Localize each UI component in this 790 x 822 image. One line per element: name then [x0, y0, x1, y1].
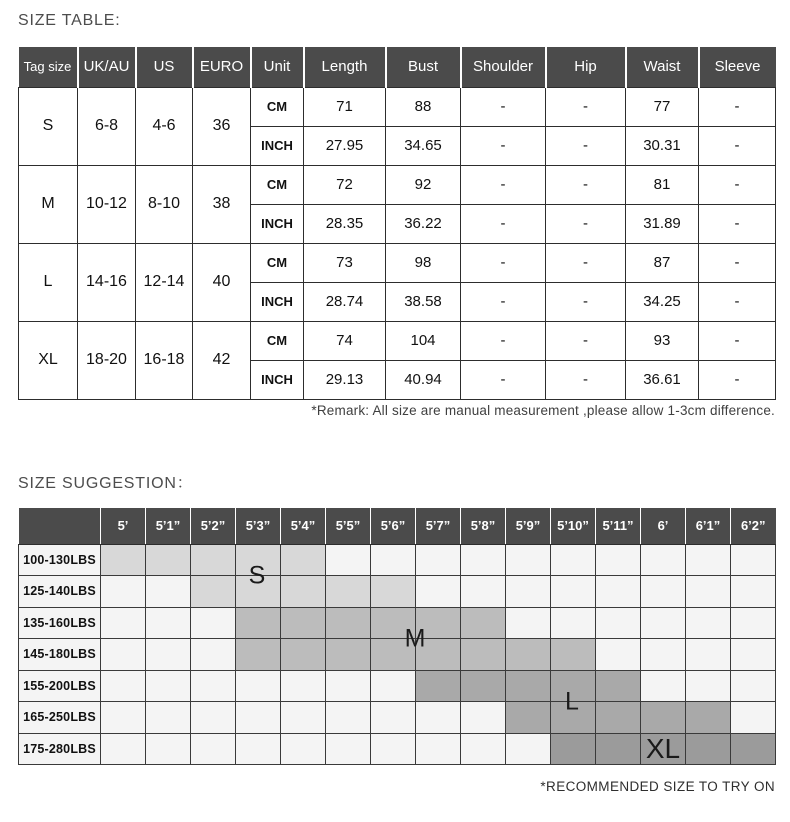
- unit-cm-cell: CM: [251, 87, 304, 126]
- suggestion-corner-cell: [19, 508, 101, 544]
- suggestion-cell: [371, 733, 416, 765]
- measurement-cell-inch: -: [699, 204, 776, 243]
- euro-cell: 38: [193, 165, 251, 243]
- unit-inch-cell: INCH: [251, 204, 304, 243]
- suggestion-cell: [101, 607, 146, 639]
- suggestion-cell: [551, 576, 596, 608]
- suggestion-cell: [641, 702, 686, 734]
- suggestion-cell: [506, 607, 551, 639]
- suggestion-cell: [551, 702, 596, 734]
- tag-size-cell: S: [19, 87, 78, 165]
- suggestion-cell: [326, 544, 371, 576]
- suggestion-cell: [461, 544, 506, 576]
- measurement-cell-inch: -: [546, 204, 626, 243]
- suggestion-row: [19, 702, 776, 734]
- measurement-cell-inch: 28.74: [304, 282, 386, 321]
- unit-cm-cell: CM: [251, 243, 304, 282]
- measurement-cell-inch: 28.35: [304, 204, 386, 243]
- suggestion-cell: [506, 670, 551, 702]
- suggestion-cell: [101, 576, 146, 608]
- size-table-body: [19, 87, 776, 399]
- suggestion-row: [19, 670, 776, 702]
- suggestion-cell: [416, 544, 461, 576]
- suggestion-cell: [236, 670, 281, 702]
- size-table-header-cell: Waist: [626, 47, 699, 87]
- height-header-cell: 6’2”: [731, 508, 776, 544]
- suggestion-cell: [326, 639, 371, 671]
- measurement-cell-cm: 74: [304, 321, 386, 360]
- suggestion-cell: [101, 733, 146, 765]
- suggestion-cell: [326, 607, 371, 639]
- suggestion-cell: [551, 544, 596, 576]
- suggestion-cell: [641, 607, 686, 639]
- measurement-cell-cm: 93: [626, 321, 699, 360]
- measurement-cell-cm: -: [546, 321, 626, 360]
- height-header-cell: 5’1”: [146, 508, 191, 544]
- size-suggestion-title: SIZE SUGGESTION：: [18, 475, 194, 492]
- unit-inch-cell: INCH: [251, 282, 304, 321]
- weight-label-cell: 125-140LBS: [19, 576, 101, 608]
- suggestion-cell: [101, 670, 146, 702]
- suggestion-cell: [281, 702, 326, 734]
- size-suggestion-footnote: *RECOMMENDED SIZE TO TRY ON: [540, 779, 775, 794]
- suggestion-cell: [596, 576, 641, 608]
- suggestion-cell: [281, 670, 326, 702]
- suggestion-cell: [146, 544, 191, 576]
- suggestion-cell: [326, 733, 371, 765]
- suggestion-cell: [326, 670, 371, 702]
- suggestion-cell: [416, 576, 461, 608]
- euro-cell: 40: [193, 243, 251, 321]
- suggestion-cell: [416, 733, 461, 765]
- measurement-cell-inch: -: [546, 126, 626, 165]
- suggestion-cell: [596, 544, 641, 576]
- size-table-header-cell: Bust: [386, 47, 461, 87]
- measurement-cell-inch: 34.65: [386, 126, 461, 165]
- measurement-cell-cm: -: [461, 243, 546, 282]
- suggestion-cell: [146, 576, 191, 608]
- suggestion-cell: [416, 639, 461, 671]
- measurement-cell-inch: -: [461, 282, 546, 321]
- ukau-cell: 10-12: [78, 165, 136, 243]
- height-header-cell: 5’2”: [191, 508, 236, 544]
- suggestion-cell: [191, 544, 236, 576]
- suggestion-cell: [236, 576, 281, 608]
- tag-size-cell: M: [19, 165, 78, 243]
- suggestion-row: [19, 639, 776, 671]
- measurement-cell-inch: -: [461, 360, 546, 399]
- suggestion-cell: [596, 733, 641, 765]
- measurement-cell-cm: -: [699, 87, 776, 126]
- measurement-cell-cm: -: [546, 165, 626, 204]
- suggestion-cell: [731, 670, 776, 702]
- measurement-cell-inch: -: [546, 360, 626, 399]
- suggestion-cell: [191, 702, 236, 734]
- suggestion-cell: [416, 702, 461, 734]
- size-table-remark: *Remark: All size are manual measurement ,please allow 1-3cm difference.: [311, 403, 775, 418]
- suggestion-cell: [596, 702, 641, 734]
- measurement-cell-cm: 92: [386, 165, 461, 204]
- size-row-cm: [19, 243, 776, 282]
- suggestion-cell: [146, 702, 191, 734]
- weight-label-cell: 100-130LBS: [19, 544, 101, 576]
- size-row-cm: [19, 87, 776, 126]
- measurement-cell-cm: -: [546, 243, 626, 282]
- measurement-cell-cm: 87: [626, 243, 699, 282]
- us-cell: 16-18: [136, 321, 193, 399]
- weight-label-cell: 165-250LBS: [19, 702, 101, 734]
- suggestion-cell: [461, 670, 506, 702]
- height-header-cell: 5’: [101, 508, 146, 544]
- suggestion-cell: [686, 576, 731, 608]
- suggestion-cell: [596, 639, 641, 671]
- suggestion-header-row: [19, 508, 776, 544]
- suggestion-cell: [146, 670, 191, 702]
- height-header-cell: 5’4”: [281, 508, 326, 544]
- suggestion-cell: [371, 639, 416, 671]
- suggestion-cell: [371, 670, 416, 702]
- suggestion-cell: [506, 544, 551, 576]
- measurement-cell-cm: 98: [386, 243, 461, 282]
- suggestion-cell: [236, 607, 281, 639]
- suggestion-cell: [686, 544, 731, 576]
- suggestion-cell: [641, 544, 686, 576]
- suggestion-cell: [236, 733, 281, 765]
- height-header-cell: 6’1”: [686, 508, 731, 544]
- measurement-cell-inch: 36.61: [626, 360, 699, 399]
- weight-label-cell: 175-280LBS: [19, 733, 101, 765]
- measurement-cell-cm: -: [461, 165, 546, 204]
- tag-size-cell: L: [19, 243, 78, 321]
- size-table-header-cell: Unit: [251, 47, 304, 87]
- weight-label-cell: 135-160LBS: [19, 607, 101, 639]
- suggestion-cell: [281, 576, 326, 608]
- suggestion-cell: [281, 639, 326, 671]
- suggestion-cell: [416, 670, 461, 702]
- size-suggestion-wrap: [18, 508, 775, 765]
- suggestion-cell: [146, 733, 191, 765]
- suggestion-cell: [641, 733, 686, 765]
- suggestion-cell: [596, 670, 641, 702]
- suggestion-cell: [371, 702, 416, 734]
- size-table: [18, 47, 776, 400]
- suggestion-cell: [731, 733, 776, 765]
- suggestion-cell: [281, 733, 326, 765]
- suggestion-row: [19, 544, 776, 576]
- suggestion-cell: [191, 607, 236, 639]
- height-header-cell: 5’10”: [551, 508, 596, 544]
- weight-label-cell: 155-200LBS: [19, 670, 101, 702]
- measurement-cell-cm: -: [546, 87, 626, 126]
- size-table-header-cell: Length: [304, 47, 386, 87]
- euro-cell: 36: [193, 87, 251, 165]
- suggestion-cell: [551, 639, 596, 671]
- measurement-cell-inch: 29.13: [304, 360, 386, 399]
- height-header-cell: 5’9”: [506, 508, 551, 544]
- suggestion-cell: [461, 733, 506, 765]
- suggestion-cell: [236, 702, 281, 734]
- size-suggestion-table: [18, 508, 776, 765]
- suggestion-cell: [506, 733, 551, 765]
- unit-inch-cell: INCH: [251, 126, 304, 165]
- measurement-cell-inch: -: [699, 126, 776, 165]
- suggestion-cell: [191, 576, 236, 608]
- height-header-cell: 5’7”: [416, 508, 461, 544]
- measurement-cell-cm: -: [461, 87, 546, 126]
- measurement-cell-cm: 73: [304, 243, 386, 282]
- us-cell: 8-10: [136, 165, 193, 243]
- measurement-cell-cm: 71: [304, 87, 386, 126]
- size-region-label-xl: XL: [645, 733, 681, 764]
- suggestion-cell: [326, 576, 371, 608]
- suggestion-cell: [551, 670, 596, 702]
- suggestion-row: [19, 607, 776, 639]
- suggestion-cell: [101, 544, 146, 576]
- size-region-label-l: L: [565, 687, 579, 716]
- suggestion-cell: [641, 576, 686, 608]
- suggestion-cell: [686, 670, 731, 702]
- height-header-cell: 5’8”: [461, 508, 506, 544]
- measurement-cell-cm: -: [461, 321, 546, 360]
- suggestion-cell: [146, 639, 191, 671]
- suggestion-cell: [641, 639, 686, 671]
- suggestion-cell: [731, 639, 776, 671]
- ukau-cell: 14-16: [78, 243, 136, 321]
- measurement-cell-inch: -: [699, 360, 776, 399]
- measurement-cell-cm: -: [699, 243, 776, 282]
- weight-label-cell: 145-180LBS: [19, 639, 101, 671]
- measurement-cell-inch: 38.58: [386, 282, 461, 321]
- height-header-cell: 5’6”: [371, 508, 416, 544]
- suggestion-cell: [236, 639, 281, 671]
- measurement-cell-cm: -: [699, 321, 776, 360]
- suggestion-body: [19, 544, 776, 765]
- suggestion-row: [19, 733, 776, 765]
- measurement-cell-inch: 27.95: [304, 126, 386, 165]
- suggestion-cell: [461, 607, 506, 639]
- suggestion-row: [19, 576, 776, 608]
- measurement-cell-inch: -: [699, 282, 776, 321]
- suggestion-cell: [596, 607, 641, 639]
- suggestion-cell: [686, 607, 731, 639]
- suggestion-cell: [416, 607, 461, 639]
- size-region-label-s: S: [248, 561, 266, 590]
- measurement-cell-cm: 77: [626, 87, 699, 126]
- suggestion-cell: [686, 733, 731, 765]
- measurement-cell-inch: 40.94: [386, 360, 461, 399]
- measurement-cell-cm: 81: [626, 165, 699, 204]
- size-row-cm: [19, 165, 776, 204]
- suggestion-cell: [236, 544, 281, 576]
- measurement-cell-inch: 36.22: [386, 204, 461, 243]
- suggestion-cell: [326, 702, 371, 734]
- unit-inch-cell: INCH: [251, 360, 304, 399]
- suggestion-cell: [461, 702, 506, 734]
- size-table-title: SIZE TABLE:: [18, 12, 121, 29]
- suggestion-cell: [506, 639, 551, 671]
- height-header-cell: 5’3”: [236, 508, 281, 544]
- size-table-header-cell: UK/AU: [78, 47, 136, 87]
- suggestion-cell: [731, 576, 776, 608]
- suggestion-cell: [191, 733, 236, 765]
- suggestion-cell: [686, 702, 731, 734]
- measurement-cell-inch: -: [461, 126, 546, 165]
- suggestion-cell: [101, 702, 146, 734]
- measurement-cell-inch: 31.89: [626, 204, 699, 243]
- size-table-header-cell: Sleeve: [699, 47, 776, 87]
- measurement-cell-inch: 30.31: [626, 126, 699, 165]
- unit-cm-cell: CM: [251, 165, 304, 204]
- suggestion-cell: [101, 639, 146, 671]
- suggestion-cell: [371, 576, 416, 608]
- suggestion-cell: [506, 576, 551, 608]
- suggestion-cell: [731, 607, 776, 639]
- suggestion-cell: [551, 733, 596, 765]
- size-table-header-cell: Shoulder: [461, 47, 546, 87]
- measurement-cell-inch: -: [546, 282, 626, 321]
- measurement-cell-cm: 104: [386, 321, 461, 360]
- us-cell: 4-6: [136, 87, 193, 165]
- size-table-header-cell: Tag size: [19, 47, 78, 87]
- suggestion-cell: [281, 607, 326, 639]
- suggestion-cell: [191, 639, 236, 671]
- unit-cm-cell: CM: [251, 321, 304, 360]
- suggestion-cell: [191, 670, 236, 702]
- suggestion-cell: [146, 607, 191, 639]
- tag-size-cell: XL: [19, 321, 78, 399]
- size-region-label-m: M: [404, 624, 426, 653]
- ukau-cell: 6-8: [78, 87, 136, 165]
- suggestion-cell: [641, 670, 686, 702]
- size-table-header-cell: Hip: [546, 47, 626, 87]
- us-cell: 12-14: [136, 243, 193, 321]
- suggestion-cell: [371, 607, 416, 639]
- suggestion-cell: [551, 607, 596, 639]
- ukau-cell: 18-20: [78, 321, 136, 399]
- suggestion-cell: [731, 544, 776, 576]
- suggestion-cell: [461, 576, 506, 608]
- suggestion-cell: [371, 544, 416, 576]
- measurement-cell-cm: -: [699, 165, 776, 204]
- euro-cell: 42: [193, 321, 251, 399]
- suggestion-cell: [506, 702, 551, 734]
- size-table-header-cell: EURO: [193, 47, 251, 87]
- measurement-cell-inch: -: [461, 204, 546, 243]
- suggestion-cell: [686, 639, 731, 671]
- measurement-cell-inch: 34.25: [626, 282, 699, 321]
- size-row-cm: [19, 321, 776, 360]
- measurement-cell-cm: 72: [304, 165, 386, 204]
- size-table-header-cell: US: [136, 47, 193, 87]
- suggestion-cell: [731, 702, 776, 734]
- size-table-header-row: [19, 47, 776, 87]
- height-header-cell: 5’11”: [596, 508, 641, 544]
- measurement-cell-cm: 88: [386, 87, 461, 126]
- suggestion-cell: [281, 544, 326, 576]
- suggestion-cell: [461, 639, 506, 671]
- height-header-cell: 6’: [641, 508, 686, 544]
- height-header-cell: 5’5”: [326, 508, 371, 544]
